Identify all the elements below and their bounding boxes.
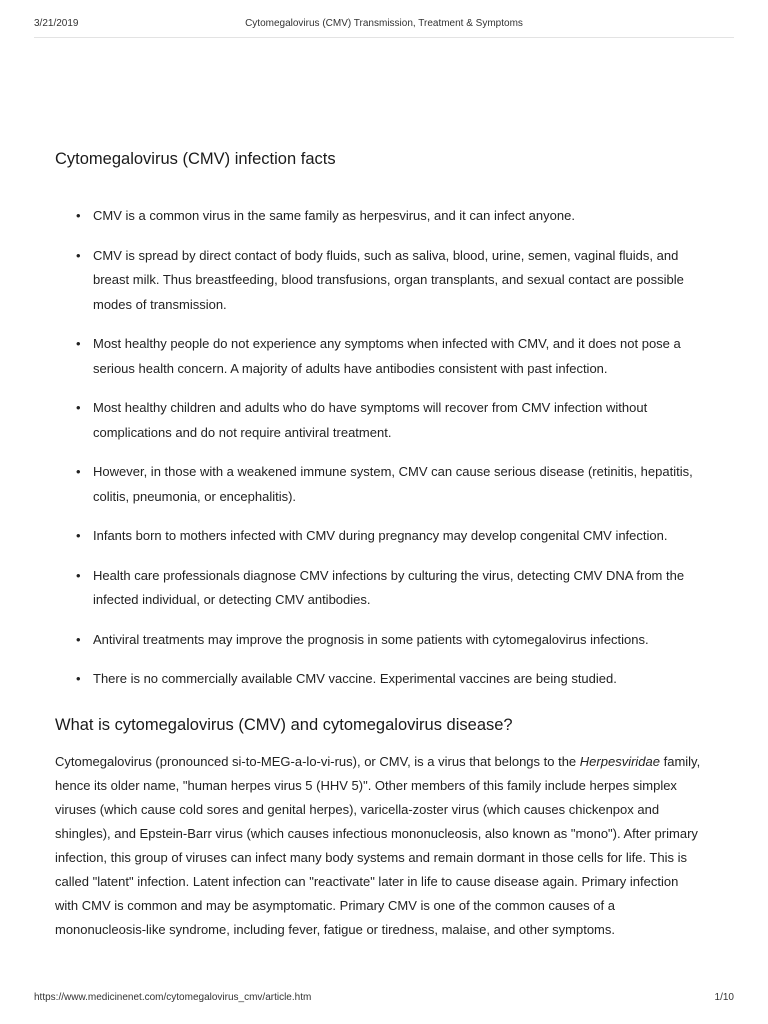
list-item-text: However, in those with a weakened immune system, CMV can cause serious disease (retinitis, hepatitis, colitis, pneumonia, or encephalitis). [93, 464, 693, 504]
bullet-icon: • [76, 208, 81, 223]
list-item-text: Antiviral treatments may improve the prognosis in some patients with cytomegalovirus infections. [93, 631, 649, 647]
bullet-icon: • [76, 567, 81, 583]
what-is-heading: What is cytomegalovirus (CMV) and cytomegalovirus disease? [55, 715, 513, 734]
bullet-icon: • [76, 671, 81, 686]
facts-list [55, 204, 705, 692]
bullet-icon: • [76, 400, 81, 415]
bullet-icon: • [76, 247, 81, 263]
footer-url: https://www.medicinenet.com/cytomegalovirus_cmv/article.htm [34, 992, 312, 1003]
list-item [55, 628, 705, 653]
list-item [55, 460, 705, 509]
print-page-title: Cytomegalovirus (CMV) Transmission, Treatment & Symptoms [245, 18, 523, 29]
article-content [55, 148, 705, 942]
print-header [34, 18, 734, 32]
list-item [55, 204, 705, 229]
list-item-text: There is no commercially available CMV vaccine. Experimental vaccines are being studied. [93, 671, 617, 686]
list-item-text: Infants born to mothers infected with CMV during pregnancy may develop congenital CMV infection. [93, 528, 668, 543]
bullet-icon: • [76, 336, 81, 351]
list-item [55, 244, 705, 318]
list-item-text: CMV is spread by direct contact of body fluids, such as saliva, blood, urine, semen, vaginal fluids, and breast milk. Thus breastfeeding, blood transfusions, organ transplants, and sexual contact are possible modes of transmission. [93, 247, 684, 312]
print-footer [34, 992, 734, 1006]
print-date: 3/21/2019 [34, 18, 79, 29]
list-item [55, 667, 705, 692]
header-divider [34, 37, 734, 38]
list-item-text: Most healthy children and adults who do have symptoms will recover from CMV infection without complications and do not require antiviral treatment. [93, 400, 648, 440]
page-number: 1/10 [714, 992, 734, 1003]
list-item-text: CMV is a common virus in the same family as herpesvirus, and it can infect anyone. [93, 208, 575, 223]
list-item [55, 396, 705, 445]
list-item [55, 332, 705, 381]
italic-term: Herpesviridae [579, 753, 660, 769]
paragraph-text-start: Cytomegalovirus (pronounced si-to-MEG-a-lo-vi-rus), or CMV, is a virus that belongs to the [55, 753, 580, 769]
bullet-icon: • [76, 631, 81, 647]
list-item-text: Health care professionals diagnose CMV infections by culturing the virus, detecting CMV DNA from the infected individual, or detecting CMV antibodies. [93, 567, 685, 607]
bullet-icon: • [76, 464, 81, 479]
bullet-icon: • [76, 528, 81, 543]
list-item [55, 564, 705, 613]
list-item-text: Most healthy people do not experience any symptoms when infected with CMV, and it does not pose a serious health concern. A majority of adults have antibodies consistent with past infection. [93, 336, 681, 376]
list-item [55, 524, 705, 549]
paragraph-text-end: family, hence its older name, "human herpes virus 5 (HHV 5)". Other members of this family include herpes simplex viruses (which cause cold sores and genital herpes), varicella-zoster virus (which causes chickenpox and shingles), and Epstein-Barr virus (which causes infectious mononucleosis, also known as "mono"). After primary infection, this group of viruses can infect many body systems and remain dormant in those cells for life. This is called "latent" infection. Latent infection can "reactivate" later in life to cause disease again. Primary infection with CMV is common and may be asymptomatic. Primary CMV is one of the common causes of a mononucleosis-like syndrome, including fever, fatigue or tiredness, malaise, and other symptoms. [55, 753, 701, 937]
what-is-paragraph [55, 750, 705, 942]
facts-heading: Cytomegalovirus (CMV) infection facts [55, 150, 336, 168]
